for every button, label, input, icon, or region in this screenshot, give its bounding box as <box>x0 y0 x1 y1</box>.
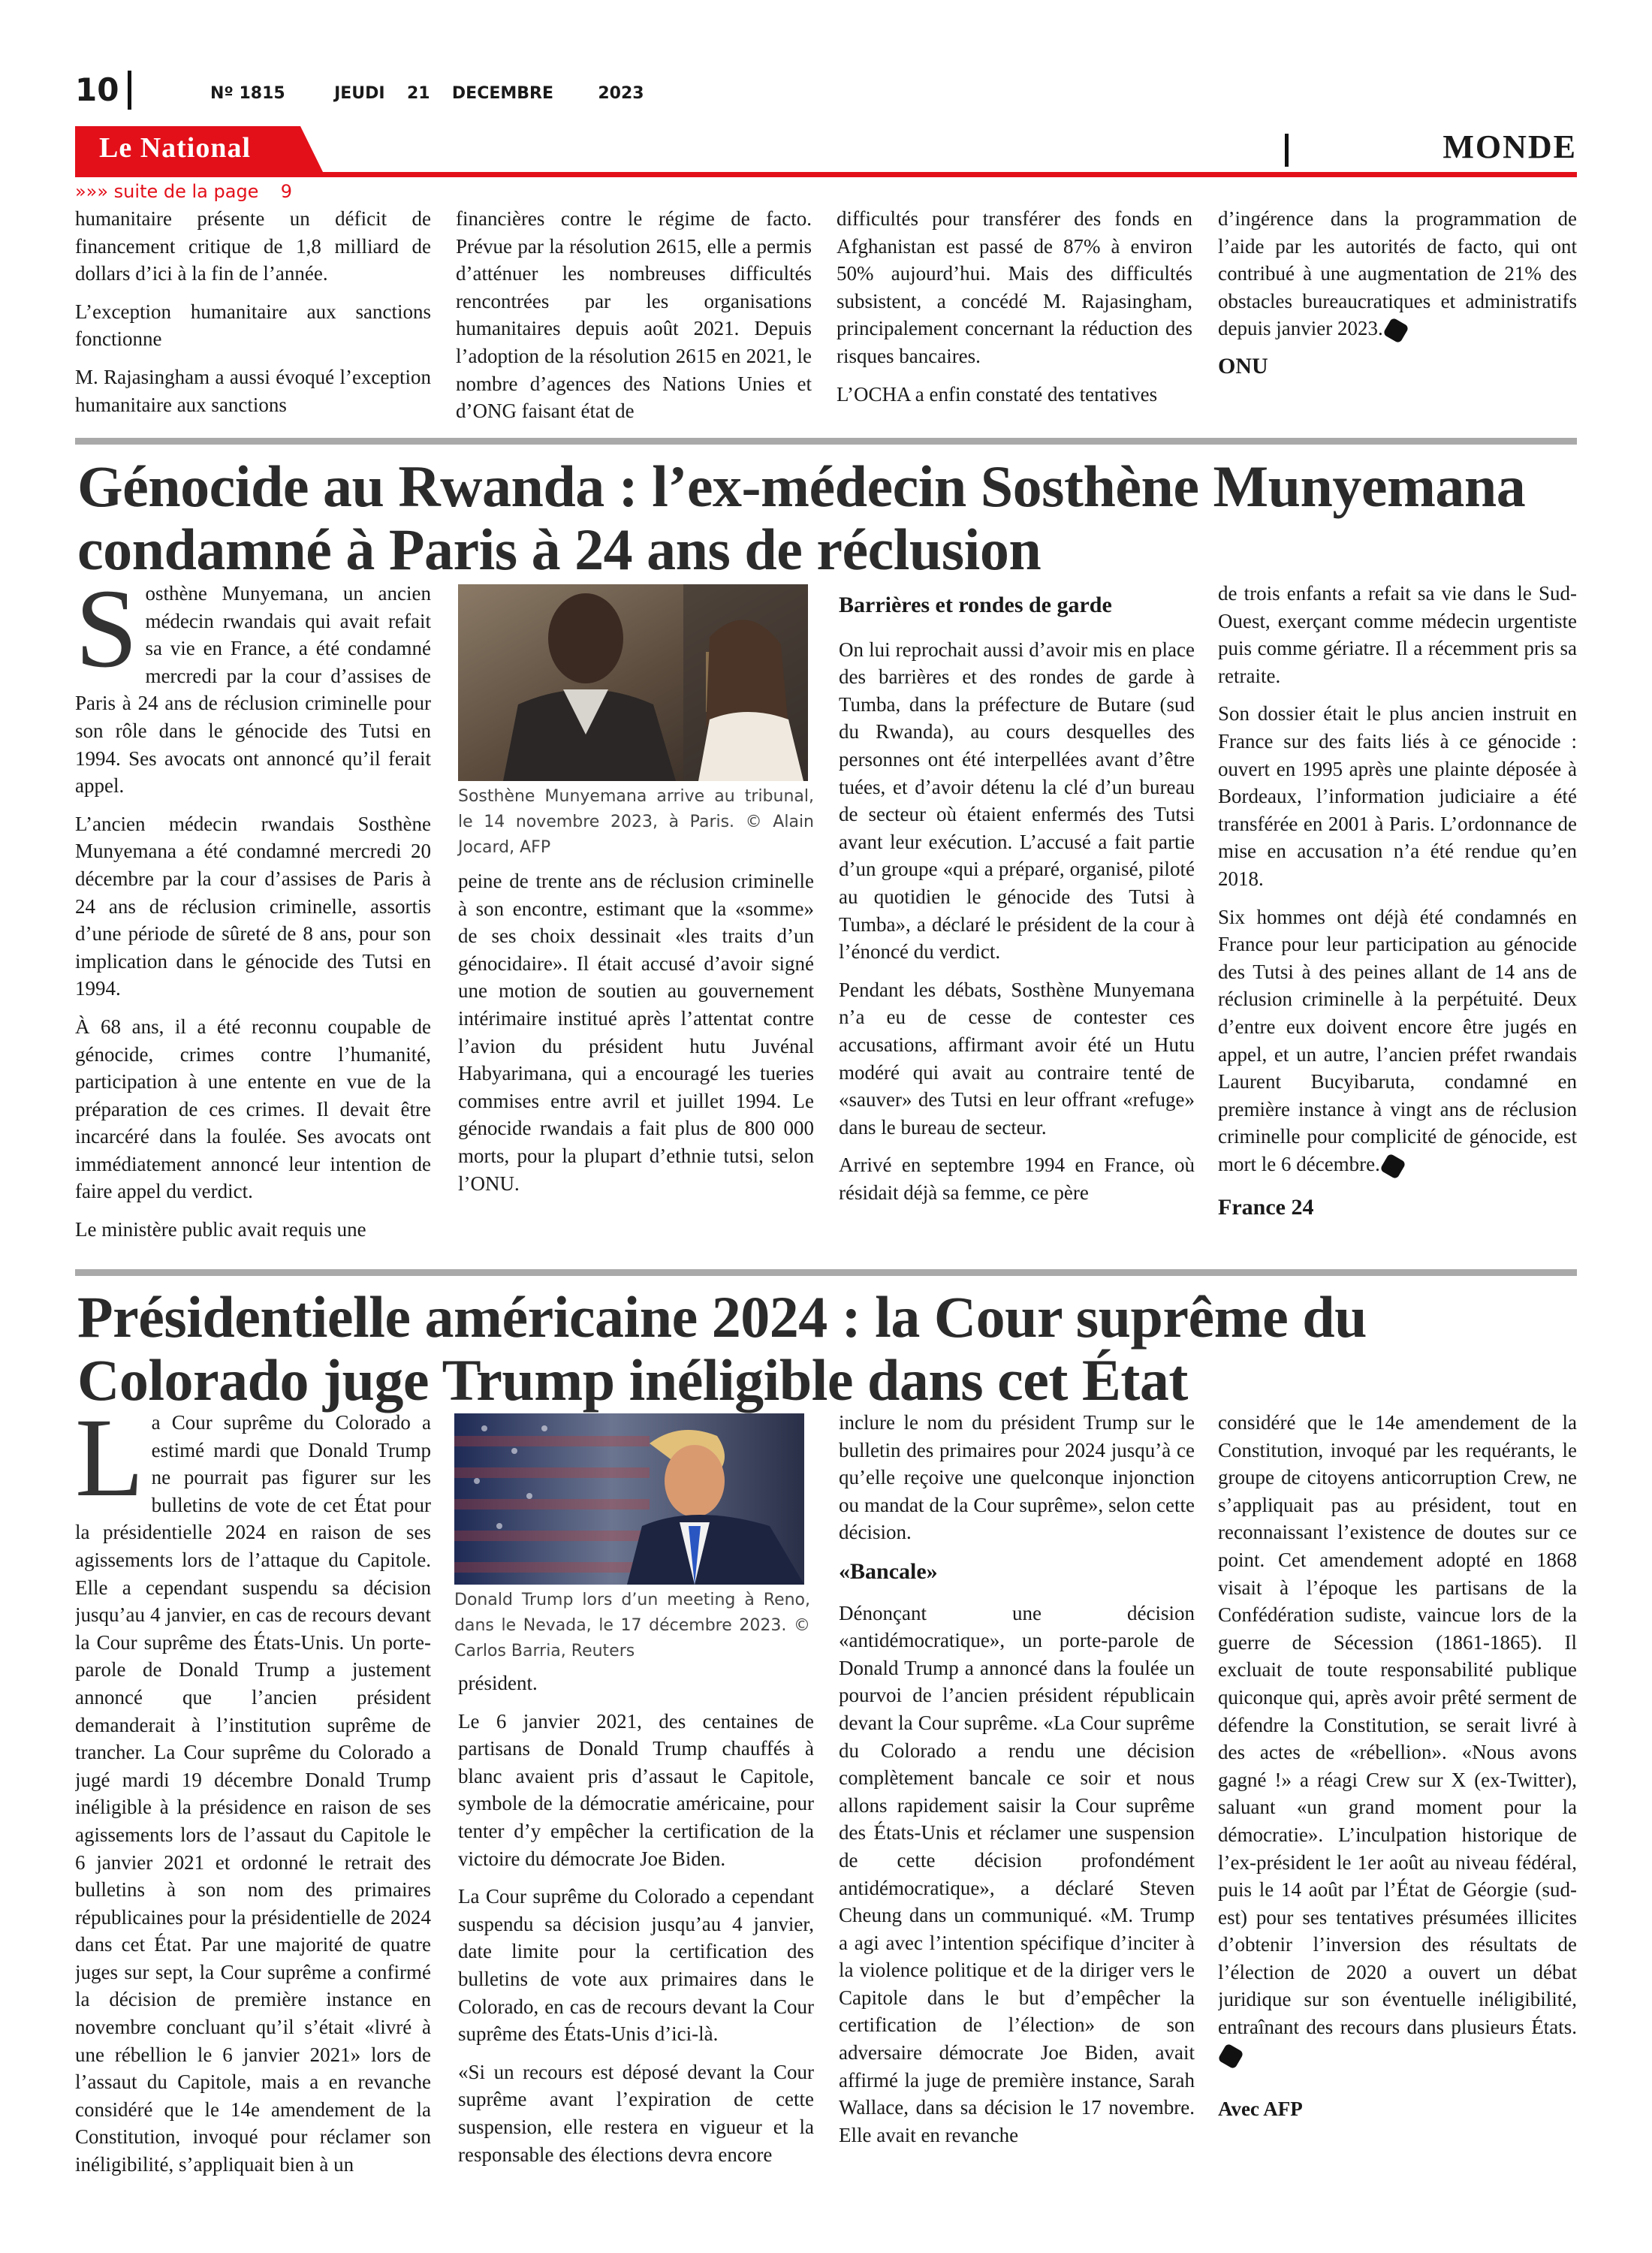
issue-date: 21 <box>406 84 430 103</box>
paragraph <box>1218 1409 1577 2068</box>
article1-photo <box>458 584 808 781</box>
paragraph: Pendant les débats, Sosthène Munyemana n’a eu de cesse de contester ces accusations, affirmant avoir été un Hutu modéré qui avait au contraire tenté de «sauver» des Tutsi en leur offrant «refuge» dans le bureau de secteur. <box>839 978 1195 1139</box>
paragraph: Dénonçant une décision «antidémocratique», un porte-parole de Donald Trump a annoncé dans la foulée un pourvoi de l’ancien président républicain devant la Cour suprême. «La Cour suprême du Colorado a rendu une décision complètement bancale ce soir et nous allons rapidement saisir la Cour suprême des États-Unis et réclamer une suspension de cette décision profondément antidémocratique», a déclaré Steven Cheung dans un communiqué. «M. Trump a agi avec l’intention spécifique d’inciter à la violence politique et de la diriger vers le Capitole dans le but d’empêcher la certification de l’élection» de son adversaire démocrate Joe Biden, avait affirmé la juge de première instance, Sarah Wallace, dans sa décision le 17 novembre. Elle avait en revanche <box>839 1601 1195 2146</box>
article2-subhead: «Bancale» <box>839 1558 938 1584</box>
paragraph: On lui reprochait aussi d’avoir mis en place des barrières et des rondes de garde à Tumba, dans la préfecture de Butare (sud du Rwanda), au cours desquelles des personnes ont été interpellées avant d’être tuées, et d’avoir détenu la clé d’un bureau de secteur où étaient enfermés des Tutsi avant leur exécution. L’accusé a fait partie d’un groupe «qui a préparé, organisé, piloté au quotidien le génocide des Tutsi à Tumba», a déclaré le président de la cour à l’énoncé du verdict. <box>839 638 1195 964</box>
paragraph: Arrivé en septembre 1994 en France, où résidait déjà sa femme, ce père <box>839 1154 1195 1204</box>
paragraph: L’ancien médecin rwandais Sosthène Munyemana a été condamné mercredi 20 décembre par la cour d’assises de Paris à 24 ans de réclusion criminelle, assortis d’une période de sûreté de 8 ans, pour son implication dans le génocide des Tutsi en 1994. <box>75 812 431 1000</box>
article2-title: Présidentielle américaine 2024 : la Cour suprême du Colorado juge Trump inéligible dans cet État <box>77 1284 1367 1413</box>
section-name: MONDE <box>1442 128 1577 165</box>
article1-col-3 <box>839 587 1195 1263</box>
article2-photo-caption: Donald Trump lors d’un meeting à Reno, dans le Nevada, le 17 décembre 2023. © Carlos Barria, Reuters <box>454 1591 810 1660</box>
issue-month: DECEMBRE <box>451 84 553 103</box>
brand-name: Le National <box>99 132 252 164</box>
section-rule <box>75 438 1577 445</box>
continuation-col-1 <box>75 205 431 438</box>
end-mark-icon <box>1218 2043 1244 2071</box>
article1-col-1 <box>75 580 431 1248</box>
article2-dropcap: L <box>75 1409 144 1520</box>
rally-photo-illustration <box>454 1413 804 1585</box>
continuation-page: 9 <box>280 181 293 202</box>
paragraph-text: Six hommes ont déjà été condamnés en France pour leur participation au génocide des Tutsi à des peines allant de 14 ans de réclusion criminelle à la perpétuité. Deux d’entre eux doivent encore être jugés en appel, et un autre, l’ancien préfet rwandais Laurent Bucyibaruta, condamné en première instance à vingt ans de réclusion criminelle pour complicité de génocide, est mort le 6 décembre. <box>1218 905 1577 1175</box>
continuation-col-2 <box>456 205 812 438</box>
paragraph: de trois enfants a refait sa vie dans le Sud-Ouest, exerçant comme médecin urgentiste puis comme gériatre. Il a récemment pris sa retraite. <box>1218 582 1577 687</box>
continuation-source: ONU <box>1218 353 1268 379</box>
continuation-label <box>75 180 292 203</box>
article2-col-4 <box>1218 1409 1577 2194</box>
page-header <box>0 0 1652 180</box>
article1-photo-caption: Sosthène Munyemana arrive au tribunal, le 14 novembre 2023, à Paris. © Alain Jocard, AFP <box>458 787 814 857</box>
paragraph: M. Rajasingham a aussi évoqué l’exception humanitaire aux sanctions <box>75 365 431 416</box>
paragraph: À 68 ans, il a été reconnu coupable de génocide, crimes contre l’humanité, participation à une entente en vue de la préparation de ces crimes. Il devait être incarcéré dans la foulée. Ses avocats ont immédiatement annoncé leur intention de faire appel du verdict. <box>75 1015 431 1203</box>
issue-day: JEUDI <box>334 84 385 103</box>
continuation-col-4 <box>1218 205 1577 438</box>
court-photo-illustration <box>458 584 808 781</box>
end-mark-icon <box>1379 1153 1406 1180</box>
paragraph: peine de trente ans de réclusion criminelle à son encontre, estimant que la «somme» de ses choix dessinait «les traits d’un génocidaire». Il était accusé d’avoir signé une motion de soutien au gouvernement intérimaire institué après l’attentat contre l’avion du président hutu Juvénal Habyarimana, qui a encouragé les tueries commises entre avril et juillet 1994. Le génocide rwandais a fait plus de 800 000 morts, pour la plupart d’ethnie tutsi, selon l’ONU. <box>458 870 814 1195</box>
paragraph: L’exception humanitaire aux sanctions fonctionne <box>75 300 431 351</box>
issue-number: Nº 1815 <box>210 84 285 103</box>
paragraph: inclure le nom du président Trump sur le bulletin des primaires pour 2024 jusqu’à ce qu’elle reçoive une quelconque injonction ou mandat de la Cour suprême», selon cette décision. <box>839 1411 1195 1544</box>
page-number-divider <box>128 71 131 110</box>
paragraph-text: a Cour suprême du Colorado a estimé mardi que Donald Trump ne pourrait pas figurer sur les bulletins de vote de cet État pour la présidentielle 2024 en raison de ses agissements lors de l’attaque du Capitole. Elle a cependant suspendu sa décision jusqu’au 4 janvier, en cas de recours devant la Cour suprême des États-Unis. Un porte-parole de Donald Trump a justement annoncé que l’ancien président demanderait à l’institution suprême de trancher. La Cour suprême du Colorado a jugé mardi 19 décembre Donald Trump inéligible à la présidence en raison de ses agissements lors de l’assaut du Capitole le 6 janvier 2021 et ordonné le retrait des bulletins à son nom des primaires républicaines pour la présidentielle de 2024 dans cet État. Par une majorité de quatre juges sur sept, la Cour suprême a confirmé la décision de première instance en novembre concluant qu’il s’était «livré à une rébellion le 6 janvier 2021» lors de l’assaut du Capitole, mais a en revanche considéré que le 14e amendement de la Constitution, invoqué pour réclamer son inéligibilité, s’appliquait bien à un <box>75 1411 431 2176</box>
paragraph: président. <box>458 1672 538 1694</box>
paragraph: financières contre le régime de facto. Prévue par la résolution 2615, elle a permis d’atténuer les nombreuses difficultés rencontrées par les organisations humanitaires depuis août 2021. Depuis l’adoption de la résolution 2615 en 2021, le nombre d’agences des Nations Unies et d’ONG faisant état de <box>456 207 812 423</box>
article1-subhead: Barrières et rondes de garde <box>839 593 1112 617</box>
paragraph: Le ministère public avait requis une <box>75 1218 366 1241</box>
paragraph: La Cour suprême du Colorado a cependant suspendu sa décision jusqu’au 4 janvier, date limite pour la certification des bulletins de vote aux primaires dans le Colorado, en cas de recours devant la Cour suprême des États-Unis d’ici-là. <box>458 1885 814 2046</box>
issue-line <box>210 84 644 104</box>
paragraph <box>75 1409 431 2179</box>
section-rule <box>75 1269 1577 1276</box>
paragraph: humanitaire présente un déficit de financement critique de 1,8 milliard de dollars d’ici à la fin de l’année. <box>75 207 431 285</box>
article2-col-2 <box>458 1669 814 2195</box>
article2-col-1 <box>75 1409 431 2190</box>
paragraph: «Si un recours est déposé devant la Cour suprême avant l’expiration de cette suspension, elle restera en vigueur et la responsable des élections devra encore <box>458 2060 814 2166</box>
article2-col-3 <box>839 1409 1195 2194</box>
article1-lead-text: osthène Munyemana, un ancien médecin rwandais qui avait refait sa vie en France, a été condamné mercredi par la cour d’assises de Paris à 24 ans de réclusion criminelle pour son rôle dans le génocide des Tutsi en 1994. Ses avocats ont annoncé qu’il ferait appel. <box>75 582 431 798</box>
article2-source: Avec AFP <box>1218 2098 1303 2121</box>
paragraph: L’OCHA a enfin constaté des tentatives <box>837 382 1158 406</box>
paragraph: Son dossier était le plus ancien instruit en France sur des faits liés à ce génocide : ouvert en 1995 après une plainte déposée à Bordeaux, l’information judiciaire a été transférée en 2001 à Paris. L’ordonnance de mise en accusation n’a été rendue qu’en 2018. <box>1218 702 1577 890</box>
article1-lead <box>75 580 431 800</box>
page-number: 10 <box>75 71 119 108</box>
article1-dropcap: S <box>75 580 138 691</box>
article1-title: Génocide au Rwanda : l’ex-médecin Sosthène Munyemana condamné à Paris à 24 ans de réclusion <box>77 454 1526 582</box>
section-divider <box>1285 134 1289 167</box>
paragraph <box>1218 903 1577 1178</box>
article2-photo <box>454 1413 804 1585</box>
continuation-col-3 <box>837 205 1192 438</box>
article1-col-4 <box>1218 580 1577 1263</box>
article1-source: France 24 <box>1218 1195 1314 1220</box>
paragraph-text: d’ingérence dans la programmation de l’aide par les autorités de facto, qui ont contribué à une augmentation de 21% des obstacles bureaucratiques et administratifs depuis janvier 2023. <box>1218 207 1577 340</box>
brand-ribbon <box>75 126 1577 177</box>
paragraph-text: considéré que le 14e amendement de la Constitution, invoqué par les requérants, le groupe de citoyens anticorruption Crew, ne s’appliquait pas au président, tout en reconnaissant l’existence de doutes sur ce point. Cet amendement adopté en 1868 visait à l’époque les partisans de la Confédération sudiste, vaincue lors de la guerre de Sécession (1861-1865). Il excluait de toute responsabilité publique quiconque qui, après avoir prêté serment de défendre la Constitution, se serait livré à des actes de «rébellion». «Nous avons gagné !» a réagi Crew sur X (ex-Twitter), saluant «un grand moment pour la démocratie». L’inculpation historique de l’ex-président le 1er août au niveau fédéral, puis le 14 août par l’État de Géorgie (sud-est) pour ses tentatives présumées illicites d’obtenir l’inversion des résultats de l’élection de 2020 a ouvert un débat juridique sur son éventuelle inéligibilité, entraînant des recours dans plusieurs États. <box>1218 1411 1577 2039</box>
paragraph: Le 6 janvier 2021, des centaines de partisans de Donald Trump chauffés à blanc avaient pris d’assaut le Capitole, symbole de la démocratie américaine, pour tenter d’y empêcher la certification de la victoire du démocrate Joe Biden. <box>458 1709 814 1870</box>
end-mark-icon <box>1382 317 1409 344</box>
paragraph <box>1218 205 1577 342</box>
article1-col-2 <box>458 867 814 1250</box>
paragraph: difficultés pour transférer des fonds en Afghanistan est passé de 87% à environ 50% aujourd’hui. Mais des difficultés subsistent, a concédé M. Rajasingham, principalement concernant la réduction des risques bancaires. <box>837 207 1192 367</box>
continuation-label-text: »»» suite de la page <box>75 181 259 202</box>
issue-year: 2023 <box>598 84 644 103</box>
